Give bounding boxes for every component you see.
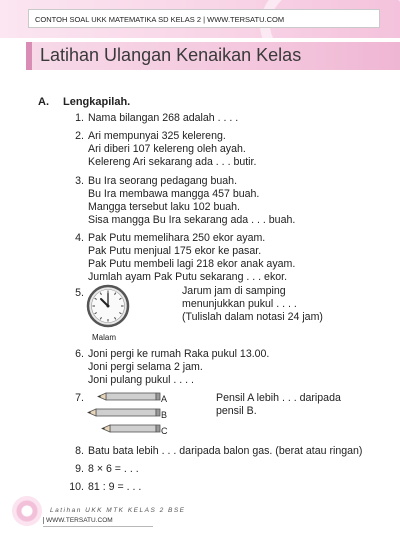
question-text: 81 : 9 = . . . <box>88 481 142 493</box>
question-text: pensil B. <box>216 405 257 417</box>
question-text: Pak Putu menjual 175 ekor ke pasar. <box>88 245 262 257</box>
question-text: Joni pergi ke rumah Raka pukul 13.00. <box>88 348 270 360</box>
question-text: Kelereng Ari sekarang ada . . . butir. <box>88 156 257 168</box>
clock-caption: Malam <box>92 333 117 342</box>
pencil-label-c: C <box>161 426 168 436</box>
footer-title: Latihan UKK MTK KELAS 2 BSE <box>50 507 186 514</box>
section-title: Lengkapilah. <box>63 96 131 108</box>
question-number: 1. <box>75 112 84 124</box>
question-text: Joni pulang pukul . . . . <box>88 374 195 386</box>
question-number: 10. <box>69 481 84 493</box>
question-number: 8. <box>75 445 84 457</box>
page-title: Latihan Ulangan Kenaikan Kelas <box>40 45 302 65</box>
pencil-label-b: B <box>161 410 168 420</box>
question-text: Jarum jam di samping <box>182 285 286 297</box>
question-number: 7. <box>75 392 84 404</box>
clock-icon <box>86 284 130 328</box>
question-text: (Tulislah dalam notasi 24 jam) <box>182 311 323 323</box>
question-text: Pak Putu membeli lagi 218 ekor anak ayam. <box>88 258 296 270</box>
question-number: 2. <box>75 130 84 142</box>
question-number: 5. <box>75 287 84 299</box>
question-text: Bu Ira membawa mangga 457 buah. <box>88 188 260 200</box>
question-text: Ari diberi 107 kelereng oleh ayah. <box>88 143 246 155</box>
footer-divider <box>43 526 153 527</box>
header-text: CONTOH SOAL UKK MATEMATIKA SD KELAS 2 | WWW.TERSATU.COM <box>28 9 380 28</box>
footer-url: WWW.TERSATU.COM <box>43 517 113 524</box>
question-number: 6. <box>75 348 84 360</box>
question-text: Joni pergi selama 2 jam. <box>88 361 203 373</box>
question-number: 3. <box>75 175 84 187</box>
question-text: Pensil A lebih . . . daripada <box>216 392 341 404</box>
question-number: 9. <box>75 463 84 475</box>
question-text: Nama bilangan 268 adalah . . . . <box>88 112 239 124</box>
question-text: Jumlah ayam Pak Putu sekarang . . . ekor. <box>88 271 288 283</box>
question-text: Sisa mangga Bu Ira sekarang ada . . . buah. <box>88 214 296 226</box>
question-text: Bu Ira seorang pedagang buah. <box>88 175 238 187</box>
question-text: 8 × 6 = . . . <box>88 463 139 475</box>
question-text: Ari mempunyai 325 kelereng. <box>88 130 226 142</box>
question-number: 4. <box>75 232 84 244</box>
question-text: Pak Putu memelihara 250 ekor ayam. <box>88 232 266 244</box>
question-text: menunjukkan pukul . . . . <box>182 298 297 310</box>
question-text: Batu bata lebih . . . daripada balon gas. (berat atau ringan) <box>88 445 363 457</box>
question-text: Mangga tersebut laku 102 buah. <box>88 201 240 213</box>
pencil-label-a: A <box>161 394 168 404</box>
section-label: A. <box>38 96 49 108</box>
footer-decoration <box>12 496 42 526</box>
